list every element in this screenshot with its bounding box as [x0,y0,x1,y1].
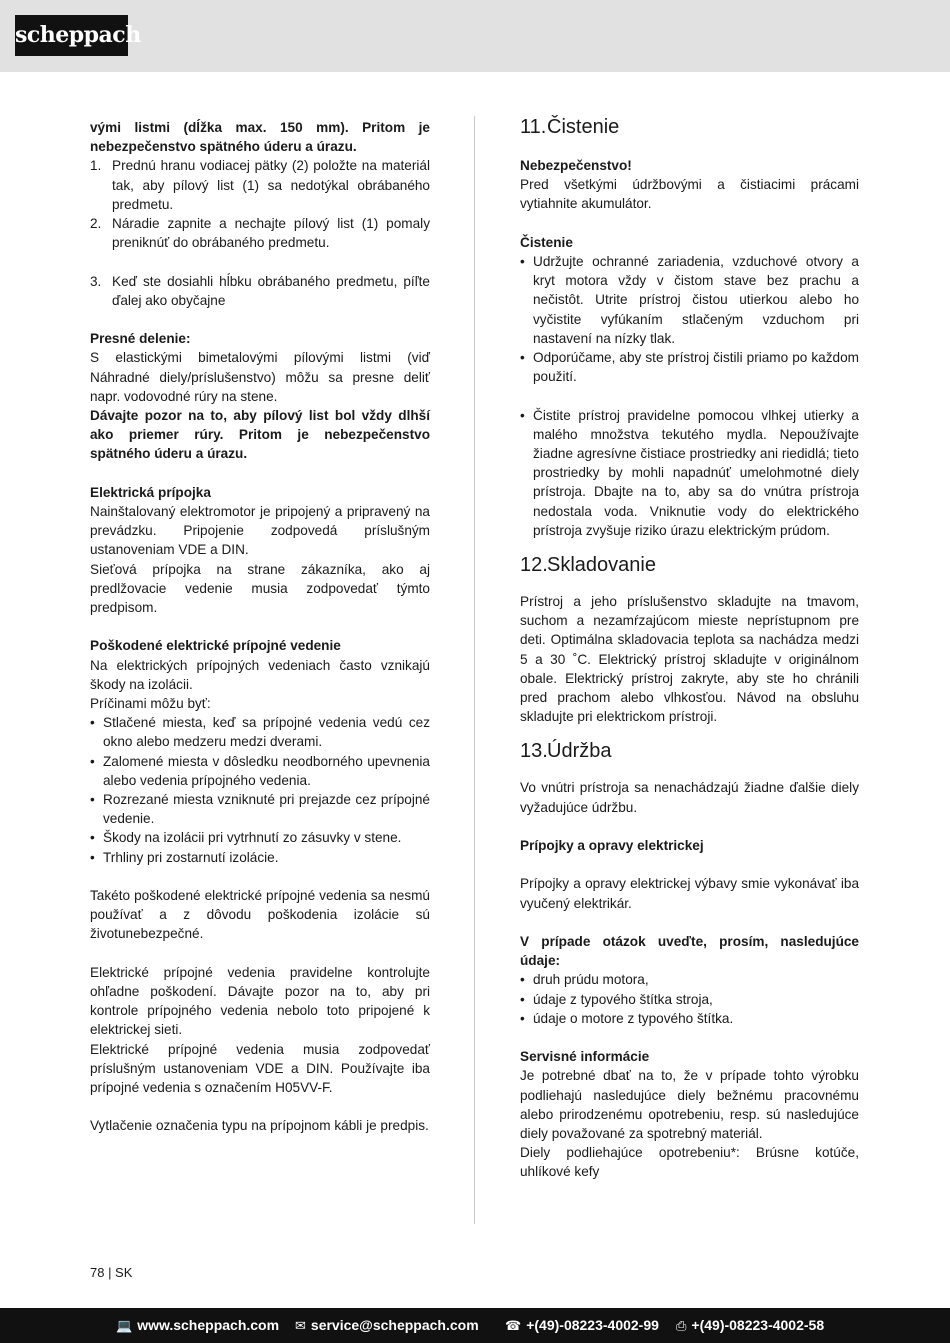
repairs-text: Prípojky a opravy elektrickej výbavy smie vykonávať iba vyučený elektrikár. [520,876,859,911]
computer-icon: 💻 [116,1318,133,1333]
page-header [0,0,950,72]
section-heading-storage: 12.Skladovanie [520,554,656,577]
step-item: 1. Prednú hranu vodiacej pätky (2) položte na materiál tak, aby pílový list (1) sa nedotýkal obrábaného predmetu. [90,158,430,212]
service-title: Servisné informácie [520,1049,650,1065]
precise-title: Presné delenie: [90,331,191,347]
intro-warning: vými listmi (dĺžka max. 150 mm). Pritom je nebezpečenstvo spätného úderu a úrazu. [90,120,430,155]
section-heading-maintenance: 13.Údržba [520,740,612,763]
questions-title: V prípade otázok uveďte, prosím, nasledujúce údaje: [520,934,859,969]
paragraph: Elektrické prípojné vedenia pravidelne kontrolujte ohľadne poškodení. Dávajte pozor na to, aby pri kontrole prípojného vedenia nebolo toto pripojené k elektrickej sieti. [90,964,430,1038]
paragraph: Elektrické prípojné vedenia musia zodpovedať príslušným ustanoveniam VDE a DIN. Používajte iba prípojné vedenia s označením H05VV-F. [90,1041,430,1096]
page-number: 78 | SK [90,1265,133,1280]
footer-phone: ☎ +(49)-08223-4002-99 [505,1317,659,1333]
phone-icon: ☎ [505,1318,522,1333]
danger-title: Nebezpečenstvo! [520,158,632,173]
page-footer [0,1308,950,1343]
connection-text: Nainštalovaný elektromotor je pripojený a pripravený na prevádzku. Pripojenie zodpovedá príslušným ustanoveniam VDE a DIN. [90,504,430,558]
maintenance-text: Vo vnútri prístroja sa nenachádzajú žiadne ďalšie diely vyžadujúce údržbu. [520,780,859,815]
paragraph: Takéto poškodené elektrické prípojné vedenia sa nesmú používať a z dôvodu poškodenia izolácie sú životunebezpečné. [90,888,430,942]
steps-list [90,156,430,310]
precise-text: S elastickými bimetalovými pílovými listmi (viď Náhradné diely/príslušenstvo) môžu sa presne deliť napr. vodovodné rúry na stene. [90,350,430,404]
step-item: 3. Keď ste dosiahli hĺbku obrábaného predmetu, píľte ďalej ako obyčajne [90,273,430,308]
step-item: 2. Náradie zapnite a nechajte pílový list (1) pomaly preniknúť do obrábaného predmetu. [90,216,430,251]
cleaning-list [520,252,859,540]
causes-list [90,713,430,867]
storage-text: Prístroj a jeho príslušenstvo skladujte na tmavom, suchom a nezamŕzajúcom mieste neprístupnom pre deti. Optimálna skladovacia teplota sa nachádza medzi 5 a 30 ˚C. Elektrický prístroj skladujte v originálnom obale. Elektrický prístroj zakryte, aby ste ho chránili pred prachom alebo vlhkosťou. Návod na obsluhu skladujte pri elektrickom prístroji. [520,594,859,725]
danger-text: Pred všetkými údržbovými a čistiacimi prácami vytiahnite akumulátor. [520,177,859,212]
section-heading-cleaning: 11.Čistenie [520,116,620,138]
damaged-text: Na elektrických prípojných vedeniach často vznikajú škody na izolácii. [90,657,430,692]
list-item: • Trhliny pri zostarnutí izolácie. [90,849,279,865]
column-divider [474,116,475,1224]
cleaning-title: Čistenie [520,234,573,250]
list-item: • Zalomené miesta v dôsledku neodborného upevnenia alebo vedenia prípojného vedenia. [90,753,430,788]
repairs-title: Prípojky a opravy elektrickej [520,838,704,854]
list-item: • údaje z typového štítka stroja, [520,991,713,1007]
right-column [520,114,859,1182]
precise-warning: Dávajte pozor na to, aby pílový list bol vždy dlhší ako priemer rúry. Pritom je nebezpečenstvo spätného úderu a úrazu. [90,408,430,462]
connection-text: Sieťová prípojka na strane zákazníka, ako aj predlžovacie vedenie musia zodpovedať týmto predpisom. [90,561,430,616]
service-text: Je potrebné dbať na to, že v prípade tohto výrobku podliehajú nasledujúce diely bežnému pracovnému alebo prirodzenému opotrebeniu, resp. sú nasledujúce diely považované za spotrebný materiál. [520,1068,859,1142]
damaged-text: Príčinami môžu byť: [90,696,211,712]
footer-email[interactable]: ✉ service@scheppach.com [295,1317,479,1333]
list-item: • Škody na izolácii pri vytrhnutí zo zásuvky v stene. [90,830,402,846]
damaged-title: Poškodené elektrické prípojné vedenie [90,638,341,654]
footer-fax: ⎙ +(49)-08223-4002-58 [676,1317,825,1333]
list-item: • druh prúdu motora, [520,972,649,988]
mail-icon: ✉ [295,1318,306,1333]
list-item: • Udržujte ochranné zariadenia, vzduchové otvory a kryt motora vždy v čistom stave bez prachu a nečistôt. Utrite prístroj čistou utierkou alebo ho vyčistite vyfúkaním stlačeným vzduchom pri nastavení na nízky tlak. [520,254,859,346]
questions-list [520,970,859,1028]
list-item: • Odporúčame, aby ste prístroj čistili priamo po každom použití. [520,350,859,385]
paragraph: Vytlačenie označenia typu na prípojnom kábli je predpis. [90,1118,429,1134]
scheppach-logo: scheppach [15,15,128,56]
list-item: • Čistite prístroj pravidelne pomocou vlhkej utierky a malého množstva tekutého mydla. Nepoužívajte žiadne agresívne čistiace prostriedky ani riedidlá; tieto prostriedky by mohli napadnúť umelohmotné diely prístroja. Dbajte na to, aby sa do vnútra prístroja nedostala voda. Vniknutie vody do elektrického prístroja zvyšuje riziko úrazu elektrickým prúdom. [520,407,859,538]
list-item: • Stlačené miesta, keď sa prípojné vedenia vedú cez okno alebo medzeru medzi dverami. [90,715,430,750]
list-item: • Rozrezané miesta vzniknuté pri prejazde cez prípojné vedenie. [90,792,430,827]
left-column [90,118,430,1136]
connection-title: Elektrická prípojka [90,484,211,500]
service-text: Diely podliehajúce opotrebeniu*: Brúsne kotúče, uhlíkové kefy [520,1145,859,1180]
footer-website[interactable]: 💻 www.scheppach.com [116,1317,280,1333]
fax-icon: ⎙ [676,1318,687,1333]
list-item: • údaje o motore z typového štítka. [520,1010,734,1026]
